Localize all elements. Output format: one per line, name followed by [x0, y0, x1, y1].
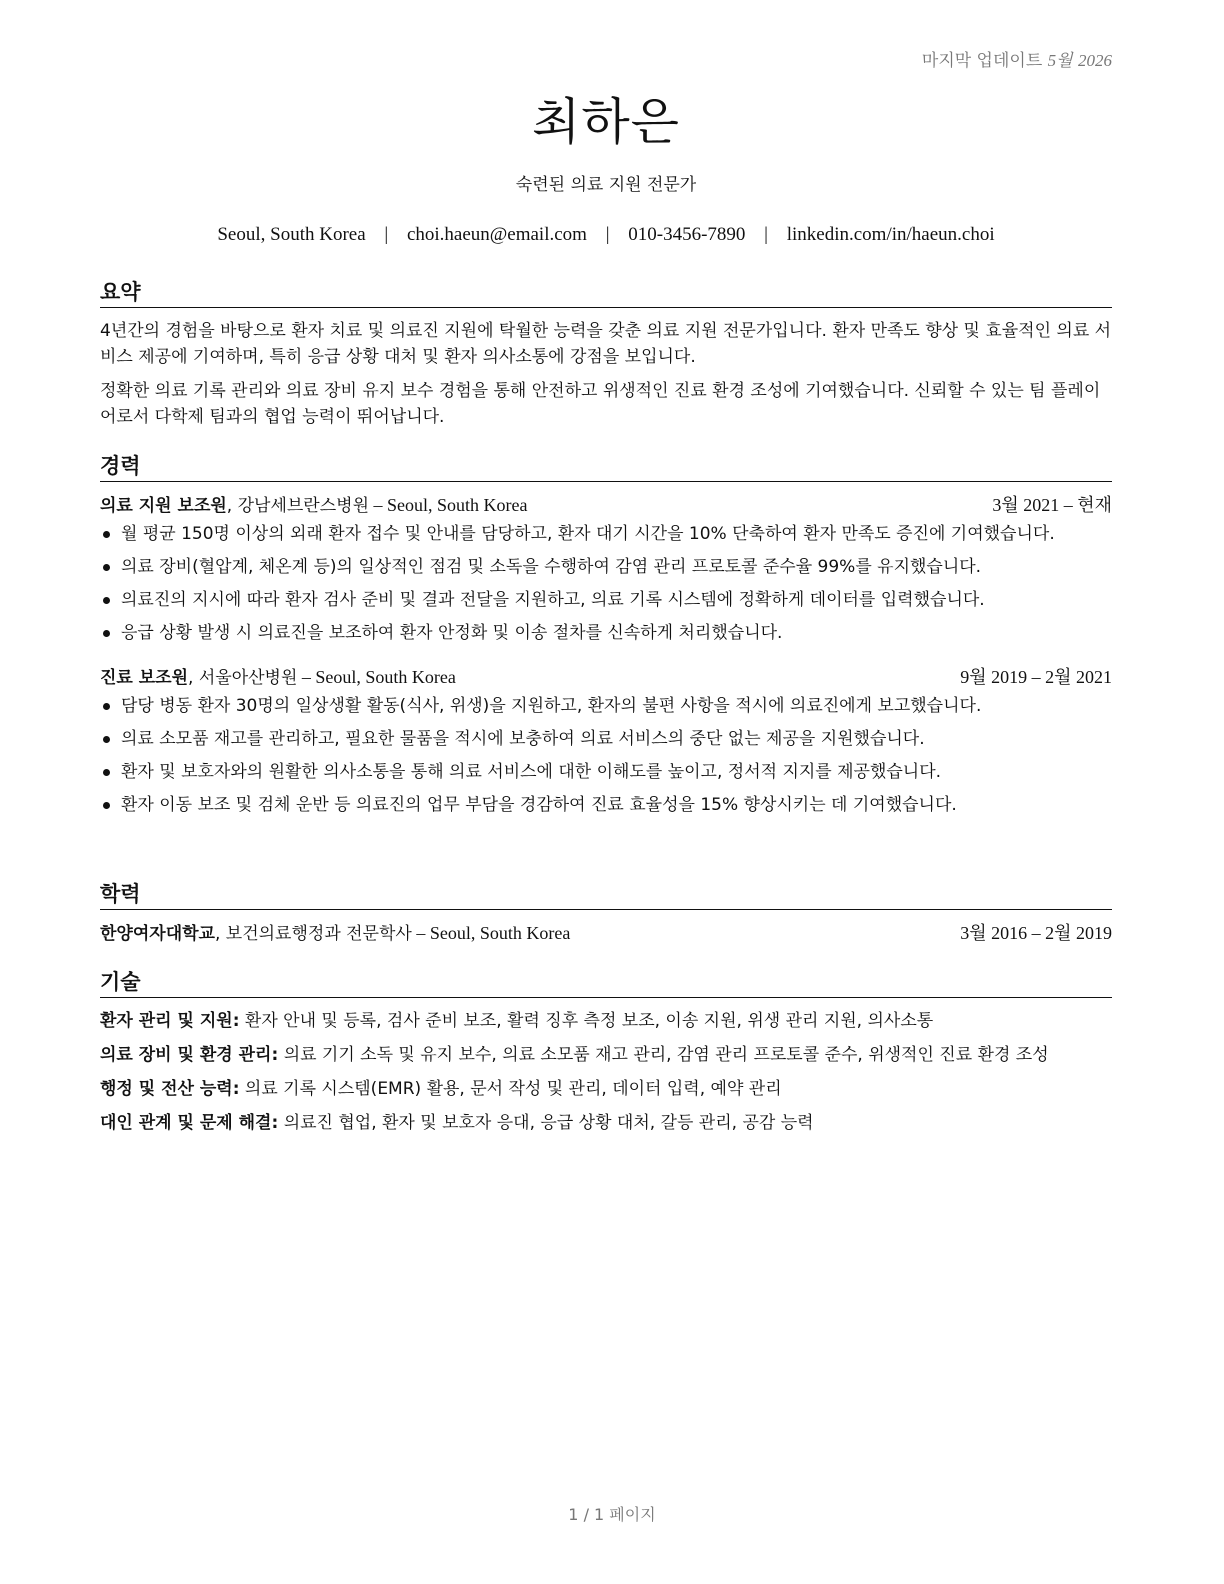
contact-separator: | [764, 224, 768, 245]
job-bullet: 응급 상황 발생 시 의료진을 보조하여 환자 안정화 및 이송 절차를 신속하게 처리했습니다. [100, 620, 1112, 646]
contact-separator: | [384, 224, 389, 245]
job-bullet: 월 평균 150명 이상의 외래 환자 접수 및 안내를 담당하고, 환자 대기 시간을 10% 단축하여 환자 만족도 증진에 기여했습니다. [100, 521, 1112, 547]
skill-line [100, 1008, 1112, 1034]
job-bullet: 환자 이동 보조 및 검체 운반 등 의료진의 업무 부담을 경감하여 진료 효율성을 15% 향상시키는 데 기여했습니다. [100, 792, 1112, 818]
summary-section [100, 276, 1112, 438]
school-name: 한양여자대학교 [100, 924, 215, 944]
last-updated-month: 5월 [1047, 51, 1073, 70]
skills-section [100, 966, 1112, 1144]
bullet-icon [103, 703, 110, 710]
skill-value: 의료 기기 소독 및 유지 보수, 의료 소모품 재고 관리, 감염 관리 프로토콜 준수, 위생적인 진료 환경 조성 [283, 1045, 1049, 1065]
bullet-icon [103, 736, 110, 743]
skill-line [100, 1042, 1112, 1068]
experience-entry-header: 의료 지원 보조원, 강남세브란스병원 – Seoul, South Korea 3월 2021 – 현재 [100, 492, 1112, 519]
job-dates: 9월 2019 – 2월 2021 [960, 667, 1112, 687]
job-title: 진료 보조원 [100, 668, 189, 688]
job-dates: 3월 2021 – 현재 [992, 495, 1112, 515]
degree: 보건의료행정과 전문학사 [225, 924, 412, 944]
contact-separator: | [605, 224, 610, 245]
experience-section [100, 450, 1112, 825]
employer: 서울아산병원 [198, 668, 298, 688]
experience-heading: 경력 [100, 450, 1112, 482]
page-indicator: 1 / 1 페이지 [568, 1505, 656, 1524]
job-location: Seoul, South Korea [387, 495, 528, 515]
experience-entry [100, 664, 1112, 818]
skill-value: 의료 기록 시스템(EMR) 활용, 문서 작성 및 관리, 데이터 입력, 예약 관리 [244, 1079, 782, 1099]
education-section [100, 878, 1112, 947]
education-entry: 한양여자대학교, 보건의료행정과 전문학사 – Seoul, South Korea 3월 2016 – 2월 2019 [100, 920, 1112, 947]
job-bullet: 의료 소모품 재고를 관리하고, 필요한 물품을 적시에 보충하여 의료 서비스의 중단 없는 제공을 지원했습니다. [100, 726, 1112, 752]
last-updated-year: 2026 [1078, 51, 1112, 70]
job-bullet: 담당 병동 환자 30명의 일상생활 활동(식사, 위생)을 지원하고, 환자의 불편 사항을 적시에 의료진에게 보고했습니다. [100, 693, 1112, 719]
contact-line [100, 224, 1112, 246]
contact-linkedin[interactable]: linkedin.com/in/haeun.choi [786, 224, 995, 245]
skill-value: 의료진 협업, 환자 및 보호자 응대, 응급 상황 대처, 갈등 관리, 공감 능력 [283, 1113, 814, 1133]
bullet-icon [103, 564, 110, 571]
skill-label: 행정 및 전산 능력: [100, 1079, 240, 1099]
contact-email[interactable]: choi.haeun@email.com [406, 224, 587, 245]
contact-location: Seoul, South Korea [217, 224, 366, 245]
job-bullet: 의료진의 지시에 따라 환자 검사 준비 및 결과 전달을 지원하고, 의료 기록 시스템에 정확하게 데이터를 입력했습니다. [100, 587, 1112, 613]
last-updated [922, 46, 1112, 71]
skill-label: 대인 관계 및 문제 해결: [100, 1113, 279, 1133]
job-bullet: 환자 및 보호자와의 원활한 의사소통을 통해 의료 서비스에 대한 이해도를 높이고, 정서적 지지를 제공했습니다. [100, 759, 1112, 785]
skill-line [100, 1110, 1112, 1136]
job-location: Seoul, South Korea [315, 667, 456, 687]
education-dates: 3월 2016 – 2월 2019 [960, 923, 1112, 943]
summary-paragraph: 정확한 의료 기록 관리와 의료 장비 유지 보수 경험을 통해 안전하고 위생적인 진료 환경 조성에 기여했습니다. 신뢰할 수 있는 팀 플레이어로서 다학제 팀과의 협업 능력이 뛰어납니다. [100, 381, 1101, 427]
resume-subtitle: 숙련된 의료 지원 전문가 [515, 175, 697, 195]
job-bullets [100, 521, 1112, 646]
bullet-icon [103, 802, 110, 809]
skills-heading: 기술 [100, 966, 1112, 998]
summary-paragraph: 4년간의 경험을 바탕으로 환자 치료 및 의료진 지원에 탁월한 능력을 갖춘 의료 지원 전문가입니다. 환자 만족도 향상 및 효율적인 의료 서비스 제공에 기여하며, 특히 응급 상황 대처 및 환자 의사소통에 강점을 보입니다. [100, 321, 1112, 367]
education-heading: 학력 [100, 878, 1112, 910]
contact-phone[interactable]: 010-3456-7890 [628, 224, 746, 245]
bullet-icon [103, 531, 110, 538]
bullet-icon [103, 769, 110, 776]
school-location: Seoul, South Korea [429, 923, 571, 943]
last-updated-label: 마지막 업데이트 [921, 51, 1043, 71]
experience-entry-header: 진료 보조원, 서울아산병원 – Seoul, South Korea 9월 2019 – 2월 2021 [100, 664, 1112, 691]
job-bullets [100, 693, 1112, 818]
skill-label: 의료 장비 및 환경 관리: [100, 1045, 279, 1065]
summary-heading: 요약 [100, 276, 1112, 308]
skill-label: 환자 관리 및 지원: [100, 1011, 240, 1031]
resume-name: 최하은 [532, 93, 680, 151]
experience-entry [100, 492, 1112, 646]
job-title: 의료 지원 보조원 [100, 496, 227, 516]
skill-value: 환자 안내 및 등록, 검사 준비 보조, 활력 징후 측정 보조, 이송 지원, 위생 관리 지원, 의사소통 [244, 1011, 934, 1031]
bullet-icon [103, 597, 110, 604]
job-bullet: 의료 장비(혈압계, 체온계 등)의 일상적인 점검 및 소독을 수행하여 감염 관리 프로토콜 준수율 99%를 유지했습니다. [100, 554, 1112, 580]
bullet-icon [103, 630, 110, 637]
skill-line [100, 1076, 1112, 1102]
employer: 강남세브란스병원 [237, 496, 369, 516]
